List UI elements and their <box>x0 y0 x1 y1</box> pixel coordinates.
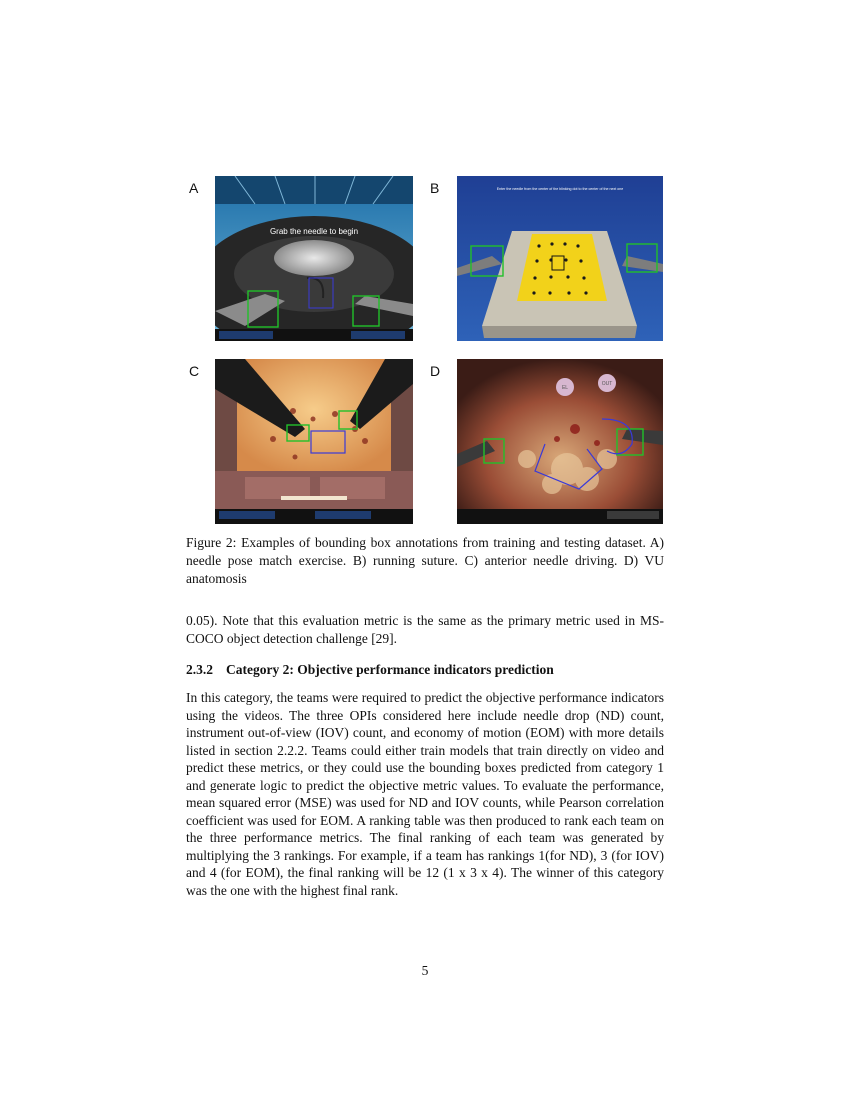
section-heading <box>186 662 554 678</box>
paragraph-category-2: In this category, the teams were required to predict the objective performance indicators using the videos. The three OPIs considered here include needle drop (ND) count, instrument out-of-view (IOV) count, and economy of motion (EOM) with more details listed in section 2.2.2. Teams could either train models that train directly on video and predict these metrics, or they could use the bounding boxes predicted from category 1 and generate logic to predict the objective metric values. To evaluate the performance, mean squared error (MSE) was used for ND and IOV counts, while Pearson correlation coefficient was used for EOM. A ranking table was then produced to rank each team on the three performance metrics. The final ranking of each team was generated by multiplying the 3 rankings. For example, if a team has rankings 1(for ND), 3 (for IOV) and 4 (for EOM), the final ranking will be 12 (1 x 3 x 4). The winner of this category was the one with the highest final rank. <box>186 690 664 898</box>
figure-caption: Figure 2: Examples of bounding box annotations from training and testing dataset. A) needle pose match exercise. B) running suture. C) anterior needle driving. D) VU anatomosis <box>186 535 664 586</box>
panel-label-c: C <box>189 363 200 379</box>
panel-b-image <box>457 176 663 341</box>
paragraph-continuation: 0.05). Note that this evaluation metric is the same as the primary metric used in MS-COCO object detection challenge [29]. <box>186 613 664 646</box>
panel-d-overlay-text-2: OUT <box>601 381 613 387</box>
section-title: Category 2: Objective performance indicators prediction <box>226 662 554 677</box>
panel-label-b: B <box>430 180 440 196</box>
panel-a-image <box>215 176 413 341</box>
panel-d-overlay-text-1: EL <box>561 385 569 391</box>
panel-label-d: D <box>430 363 441 379</box>
panel-b-overlay-text: Enter the needle from the center of the blinking dot to the center of the next one <box>496 187 624 191</box>
panel-d-image <box>457 359 663 524</box>
panel-a-overlay-text: Grab the needle to begin <box>269 227 359 236</box>
panel-label-a: A <box>189 180 199 196</box>
page-number: 5 <box>421 963 429 978</box>
panel-c-image <box>215 359 413 524</box>
section-number: 2.3.2 <box>186 662 213 677</box>
